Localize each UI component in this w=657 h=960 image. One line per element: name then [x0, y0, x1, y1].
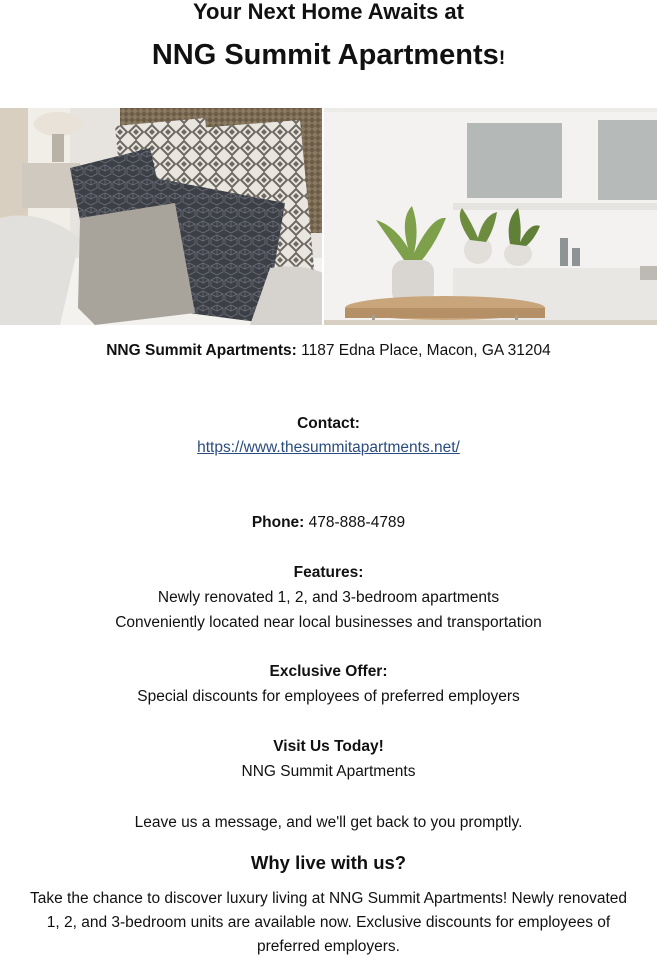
offer-text: Special discounts for employees of preferred employers [137, 688, 520, 705]
address-value: 1187 Edna Place, Macon, GA 31204 [296, 342, 551, 359]
address-line [0, 341, 657, 361]
bedroom-pillows-photo [0, 108, 323, 325]
why-paragraph: Take the chance to discover luxury living at NNG Summit Apartments! Newly renovated 1, 2, and 3-bedroom units are available now. Exclusive discounts for employees of preferred employers. [29, 890, 627, 955]
message-text: Leave us a message, and we'll get back to you promptly. [134, 814, 523, 831]
flyer-title-line-2 [0, 38, 657, 76]
property-name-title: NNG Summit Apartments [151, 39, 499, 71]
phone-label: Phone: [251, 514, 305, 531]
feature-item: Conveniently located near local businesses and transportation [115, 614, 542, 631]
features-label: Features: [293, 564, 364, 581]
address-label: NNG Summit Apartments: [106, 342, 297, 359]
feature-item: Newly renovated 1, 2, and 3-bedroom apartments [157, 589, 500, 606]
flyer-title-line-1: Your Next Home Awaits at [193, 0, 464, 24]
phone-value: 478-888-4789 [304, 514, 406, 531]
contact-row [0, 438, 657, 458]
visit-label: Visit Us Today! [273, 738, 384, 755]
living-room-plants-photo [323, 108, 657, 325]
why-heading: Why live with us? [250, 852, 407, 873]
visit-text: NNG Summit Apartments [241, 763, 416, 780]
hero-divider [322, 108, 324, 325]
offer-label: Exclusive Offer: [269, 663, 388, 680]
title-exclamation: ! [498, 48, 506, 69]
phone-line [0, 513, 657, 533]
hero-photo [0, 108, 657, 325]
website-link[interactable]: https://www.thesummitapartments.net/ [197, 439, 460, 456]
contact-label: Contact: [297, 415, 360, 432]
